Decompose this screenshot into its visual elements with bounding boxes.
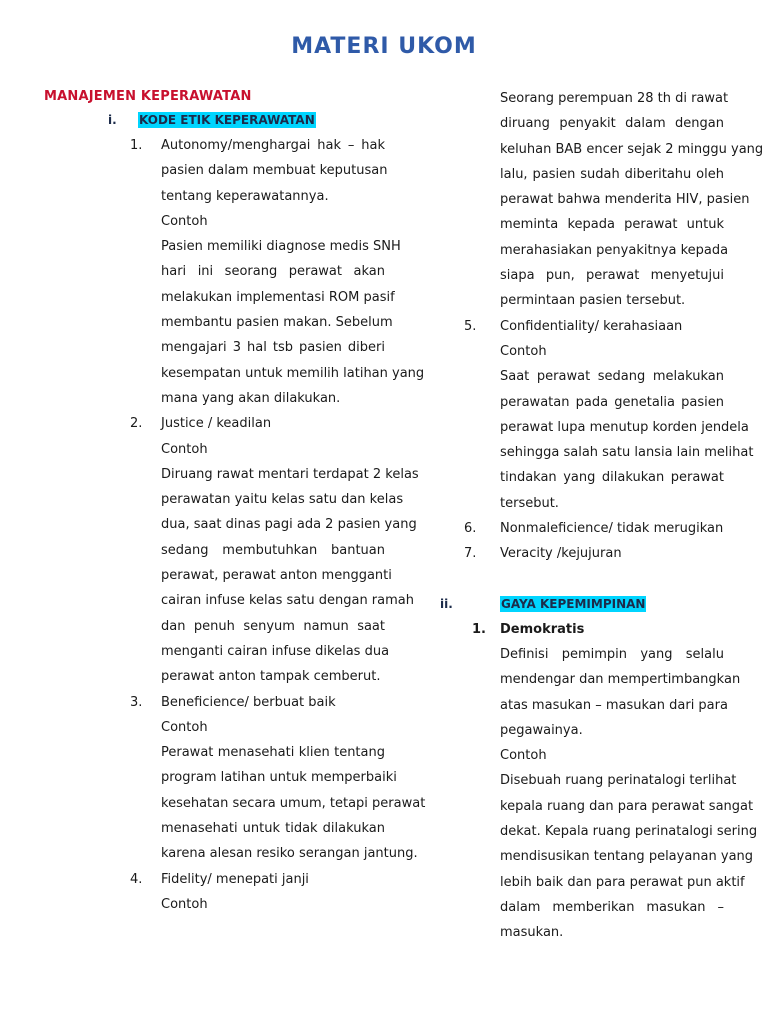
highlighted-heading: KODE ETIK KEPERAWATAN — [139, 113, 315, 127]
text-line: Contoh — [500, 748, 547, 764]
text-line: perawat, perawat anton mengganti — [161, 568, 392, 584]
text-line: siapa pun, perawat menyetujui — [500, 268, 724, 284]
text-line: sedang membutuhkan bantuan — [161, 542, 385, 558]
text-line: perawat anton tampak cemberut. — [161, 669, 381, 685]
right-column — [440, 86, 764, 946]
list-item — [44, 133, 425, 411]
text-line: Diruang rawat mentari terdapat 2 kelas — [161, 466, 419, 482]
list-item — [440, 314, 754, 516]
text-line: Autonomy/menghargai hak – hak — [161, 138, 385, 153]
text-line: atas masukan – masukan dari para — [500, 697, 728, 713]
text-line: tentang keperawatannya. — [161, 188, 329, 204]
text-line: Confidentiality/ kerahasiaan — [500, 318, 683, 334]
text-line: Perawat menasehati klien tentang — [161, 745, 385, 761]
roman-numeral: ii. — [440, 596, 453, 611]
text-line: Pasien memiliki diagnose medis SNH — [161, 239, 401, 255]
text-line: merahasiakan penyakitnya kepada — [500, 242, 729, 258]
text-line: Definisi pemimpin yang selalu — [500, 646, 724, 662]
text-line: program latihan untuk memperbaiki — [161, 770, 397, 786]
list-number: 3. — [130, 694, 143, 710]
text-line: sehingga salah satu lansia lain melihat — [500, 445, 754, 461]
list-item — [44, 867, 389, 918]
text-line: Contoh — [161, 896, 208, 912]
list-number: 4. — [130, 871, 143, 887]
text-line: Contoh — [161, 441, 208, 457]
text-line: perawat bahwa menderita HIV, pasien — [500, 192, 750, 208]
list-number: 1. — [130, 138, 143, 153]
text-line: lalu, pasien sudah diberitahu oleh — [500, 166, 724, 182]
list-item — [44, 690, 426, 867]
text-line: keluhan BAB encer sejak 2 minggu yang — [500, 141, 764, 157]
text-line: mendisusikan tentang pelayanan yang — [500, 849, 754, 865]
text-line: menasehati untuk tidak dilakukan — [161, 821, 385, 837]
text-line: Contoh — [161, 719, 208, 735]
text-line: Contoh — [500, 343, 547, 359]
list-number: 5. — [464, 318, 477, 334]
text-line: Fidelity/ menepati janji — [161, 871, 309, 887]
text-line: dua, saat dinas pagi ada 2 pasien yang — [161, 517, 417, 533]
text-line: pegawainya. — [500, 722, 583, 738]
list-number: 2. — [130, 416, 143, 432]
text-line: Beneficience/ berbuat baik — [161, 694, 336, 710]
text-line: mendengar dan mempertimbangkan — [500, 672, 741, 688]
highlighted-heading: GAYA KEPEMIMPINAN — [501, 596, 646, 611]
text-line: Nonmaleficience/ tidak merugikan — [500, 521, 724, 537]
text-line: diruang penyakit dalam dengan — [500, 116, 724, 132]
text-line: Justice / keadilan — [161, 416, 272, 432]
text-line: menganti cairan infuse dikelas dua — [161, 643, 390, 659]
list-item — [440, 541, 725, 566]
text-line: cairan infuse kelas satu dengan ramah — [161, 593, 414, 609]
text-line: hari ini seorang perawat akan — [161, 264, 385, 280]
text-line: masukan. — [500, 925, 564, 941]
text-line: kesehatan secara umum, tetapi perawat — [161, 795, 426, 811]
list-item — [440, 617, 758, 946]
text-line: Veracity /kejujuran — [500, 546, 622, 562]
text-line: Seorang perempuan 28 th di rawat — [500, 91, 729, 106]
list-item — [440, 516, 725, 541]
text-line: dalam memberikan masukan – — [500, 899, 724, 915]
continued-example — [500, 86, 764, 314]
heading-kode-etik — [44, 108, 389, 133]
list-item — [44, 411, 419, 689]
text-line: tersebut. — [500, 495, 559, 511]
text-line: Saat perawat sedang melakukan — [500, 369, 724, 385]
text-line: permintaan pasien tersebut. — [500, 293, 686, 309]
heading-gaya-kepemimpinan — [440, 592, 725, 617]
text-line: mana yang akan dilakukan. — [161, 390, 341, 406]
text-line: perawat lupa menutup korden jendela — [500, 419, 749, 435]
text-line: dan penuh senyum namun saat — [161, 618, 385, 634]
text-line: perawatan yaitu kelas satu dan kelas — [161, 492, 404, 508]
list-number: 7. — [464, 546, 477, 562]
subheading: Demokratis — [500, 621, 585, 637]
text-line: kepala ruang dan para perawat sangat — [500, 798, 754, 814]
spacer — [440, 567, 725, 592]
text-line: mengajari 3 hal tsb pasien diberi — [161, 340, 385, 356]
text-line: meminta kepada perawat untuk — [500, 217, 724, 233]
text-line: kesempatan untuk memilih latihan yang — [161, 365, 425, 381]
text-line: dekat. Kepala ruang perinatalogi sering — [500, 824, 758, 840]
text-line: tindakan yang dilakukan perawat — [500, 470, 724, 486]
list-number: 6. — [464, 521, 477, 537]
section-heading: MANAJEMEN KEPERAWATAN — [44, 89, 252, 104]
text-line: perawatan pada genetalia pasien — [500, 394, 724, 410]
left-column — [44, 86, 426, 917]
text-line: karena alesan resiko serangan jantung. — [161, 846, 418, 862]
roman-numeral: i. — [108, 113, 117, 127]
text-line: Contoh — [161, 213, 208, 229]
text-line: Disebuah ruang perinatalogi terlihat — [500, 773, 737, 789]
text-line: membantu pasien makan. Sebelum — [161, 315, 393, 331]
list-number: 1. — [472, 621, 486, 637]
text-line: lebih baik dan para perawat pun aktif — [500, 874, 745, 890]
page-title: MATERI UKOM — [291, 34, 477, 59]
text-line: pasien dalam membuat keputusan — [161, 163, 388, 179]
text-line: melakukan implementasi ROM pasif — [161, 289, 395, 305]
